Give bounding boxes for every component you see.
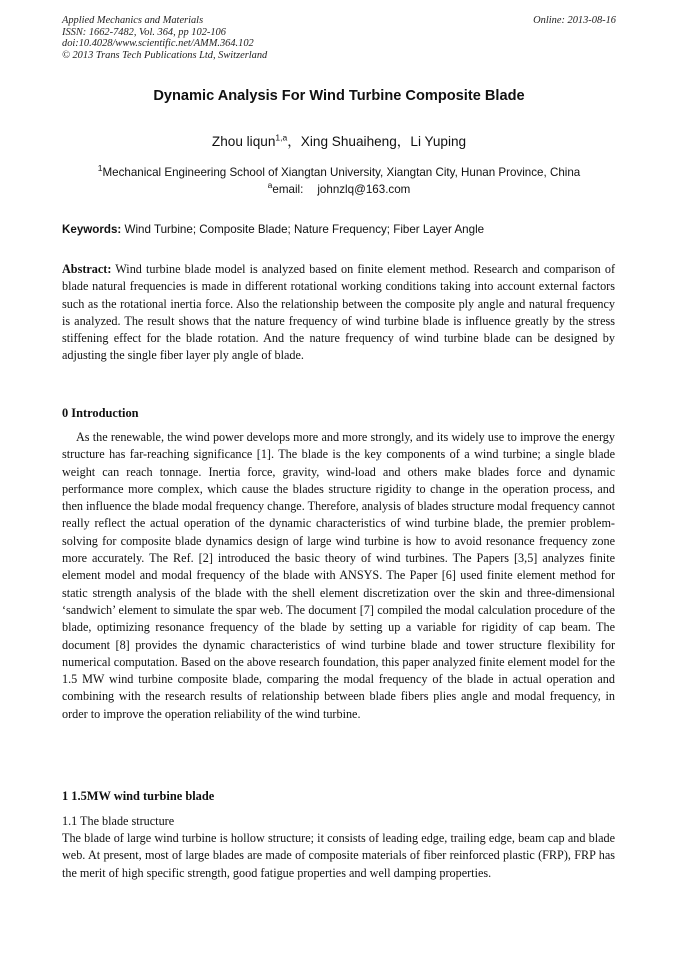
email-line bbox=[0, 180, 678, 196]
affiliation-sup: 1 bbox=[97, 163, 103, 174]
keywords-text: Wind Turbine; Composite Blade; Nature Frequency; Fiber Layer Angle bbox=[124, 223, 485, 236]
email-label: email: bbox=[272, 183, 304, 196]
abstract-text: Wind turbine blade model is analyzed based on finite element method. Research and comparison of blade natural frequencies is made in different rotational working conditions taking into account external factors such as the rotational inertia force. Also the relationship between the composite ply angle and natural frequency is analyzed. The result shows that the nature frequency of wind turbine blade is influence greatly by the stress stiffening effect for the blade rotation. And the nature frequency of wind turbine blade can be designed by adjusting the single fiber layer ply angle of blade. bbox=[62, 262, 615, 363]
section1-paragraph: The blade of large wind turbine is hollow structure; it consists of leading edge, trailing edge, beam cap and blade web. At present, most of large blades are made of composite materials of fiber reinforced plastic (FRP), FRP has the merit of high specific strength, good fatigue properties and well damping properties. bbox=[62, 831, 615, 880]
section1-subheading: 1.1 The blade structure bbox=[62, 814, 175, 828]
intro-paragraph: As the renewable, the wind power develops more and more strongly, and its widely use to improve the energy structure has far-reaching significance [1]. The blade is the key components of a wind turbine; a single blade weight can reach tonnage. Inertia force, gravity, wind-load and others make blades force and dynamic performance more complex, which cause the blades structure rigidity to change in the operation process, and then influence the blade modal frequency change. Therefore, analysis of blades structure modal frequency cannot really reflect the actual operation of the dynamic characteristics of wind turbine blade, the premier problem-solving for composite blade dynamics design of large wind turbine is how to avoid resonance frequency zone more accurately. The Ref. [2] introduced the basic theory of wind turbines. The Papers [3,5] analyzes finite element model and modal frequency of the blade with ANSYS. The Paper [6] used finite element method for static strength analysis of the blade with the shell element discretization over the skin and three-dimensional ‘sandwich’ element to simulate the spar web. The document [7] compiled the modal calculation procedure of the blade, optimizing resonance frequency of the blade by setting up a variable for rigidity of cap beam. The document [8] provides the dynamic characteristics of wind turbine blade and tower structure flexibility for numerical computation. Based on the above research foundation, this paper analyzed finite element model for the 1.5 MW wind turbine composite blade, comparing the modal frequency of the blade in actual operation and combining with the research results of relationship between blade fibers plies angle and modal frequency, in order to improve the operation reliability of the wind turbine. bbox=[62, 430, 615, 721]
affiliation-text: Mechanical Engineering School of Xiangtan University, Xiangtan City, Hunan Province, China bbox=[102, 166, 581, 179]
affiliation bbox=[0, 163, 678, 179]
journal-copyright: © 2013 Trans Tech Publications Ltd, Switzerland bbox=[62, 49, 268, 61]
online-date: Online: 2013-08-16 bbox=[533, 15, 616, 26]
journal-name: Applied Mechanics and Materials bbox=[62, 15, 204, 26]
keywords bbox=[62, 223, 615, 236]
section1-heading: 1 1.5MW wind turbine blade bbox=[62, 789, 215, 803]
email-sup: a bbox=[267, 180, 273, 191]
author-first-sup: 1,a bbox=[275, 132, 288, 143]
email-address: johnzlq@163.com bbox=[317, 183, 411, 196]
author-line bbox=[0, 130, 678, 150]
paper-title: Dynamic Analysis For Wind Turbine Composite Blade bbox=[153, 88, 525, 104]
journal-header bbox=[62, 15, 267, 61]
abstract-label: Abstract: bbox=[62, 262, 112, 276]
keywords-label: Keywords: bbox=[62, 223, 122, 236]
journal-issn: ISSN: 1662-7482, Vol. 364, pp 102-106 bbox=[62, 26, 226, 38]
intro-heading: 0 Introduction bbox=[62, 406, 139, 420]
author-first: Zhou liqun bbox=[211, 134, 276, 149]
author-rest: ，Xing Shuaiheng，Li Yuping bbox=[287, 134, 467, 149]
journal-doi: doi:10.4028/www.scientific.net/AMM.364.102 bbox=[62, 38, 254, 50]
abstract bbox=[62, 261, 615, 365]
